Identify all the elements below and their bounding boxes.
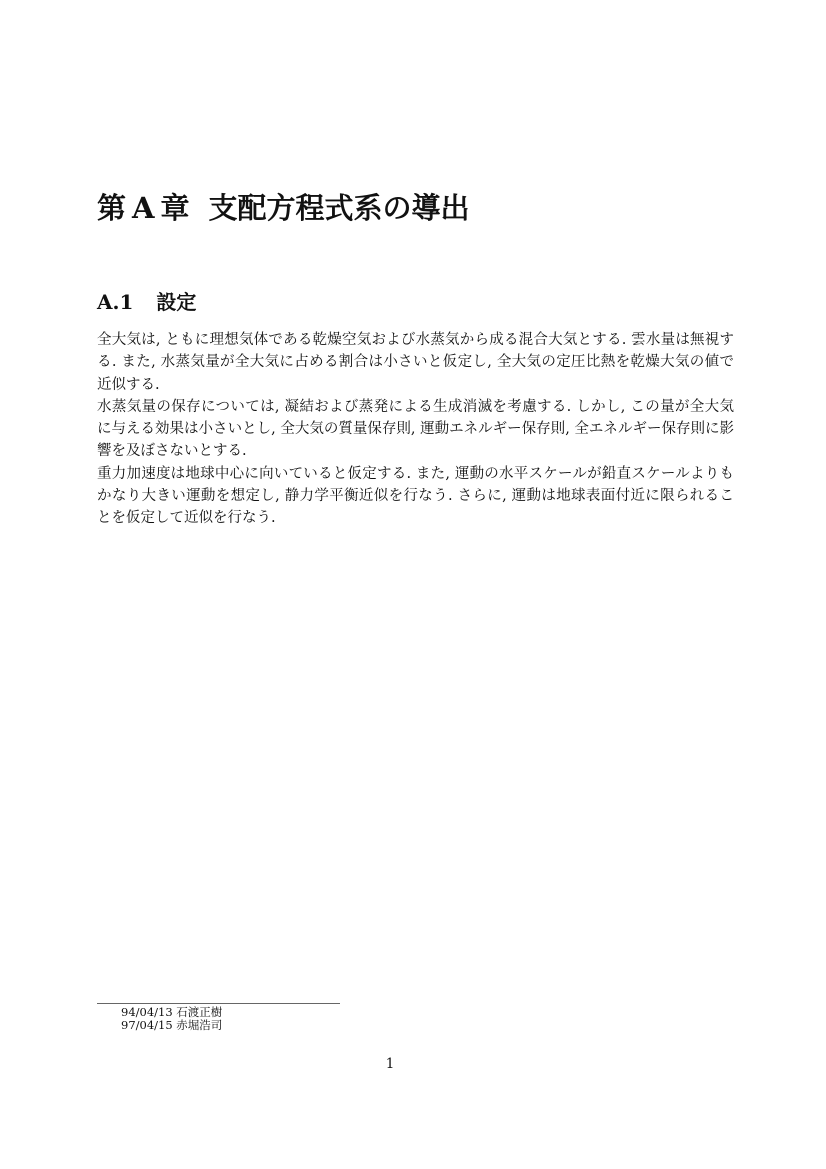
section-heading	[97, 289, 196, 315]
section-number: A.1	[97, 290, 134, 314]
chapter-prefix: 第	[97, 191, 127, 225]
paragraph-3-line-2: かなり大きい運動を想定し, 静力学平衡近似を行なう. さらに, 運動は地球表面付近に限られるこ	[97, 488, 734, 505]
paragraph-1-line-1: 全大気は, ともに理想気体である乾燥空気および水蒸気から成る混合大気とする. 雲水量は無視す	[97, 332, 734, 348]
chapter-title: 支配方程式系の導出	[208, 191, 470, 225]
page-number: 1	[385, 1056, 395, 1072]
paragraph-2-line-3: 響を及ぼさないとする.	[97, 443, 247, 460]
section-body	[97, 329, 734, 530]
chapter-letter: A	[132, 191, 155, 225]
paragraph-3-line-1: 重力加速度は地球中心に向いていると仮定する. また, 運動の水平スケールが鉛直スケールよりも	[97, 465, 734, 482]
footnote-rule	[97, 1003, 340, 1004]
chapter-heading	[97, 190, 470, 226]
footnote-line-1: 94/04/13 石渡正樹	[121, 1005, 223, 1019]
footnote-line-2: 97/04/15 赤堀浩司	[121, 1018, 223, 1033]
paragraph-3-line-3: とを仮定して近似を行なう.	[97, 510, 276, 527]
section-title: 設定	[156, 290, 197, 314]
paragraph-2-line-2: に与える効果は小さいとし, 全大気の質量保存則, 運動エネルギー保存則, 全エネルギー保存則に影	[97, 421, 734, 438]
footnotes	[121, 1006, 222, 1032]
paragraph-1-line-2: る. また, 水蒸気量が全大気に占める割合は小さいと仮定し, 全大気の定圧比熱を乾燥大気の値で	[97, 354, 734, 371]
paragraph-1-line-3: 近似する.	[97, 376, 160, 393]
chapter-suffix: 章	[160, 191, 190, 225]
paragraph-2-line-1: 水蒸気量の保存については, 凝結および蒸発による生成消滅を考慮する. しかし, この量が全大気	[97, 398, 734, 415]
